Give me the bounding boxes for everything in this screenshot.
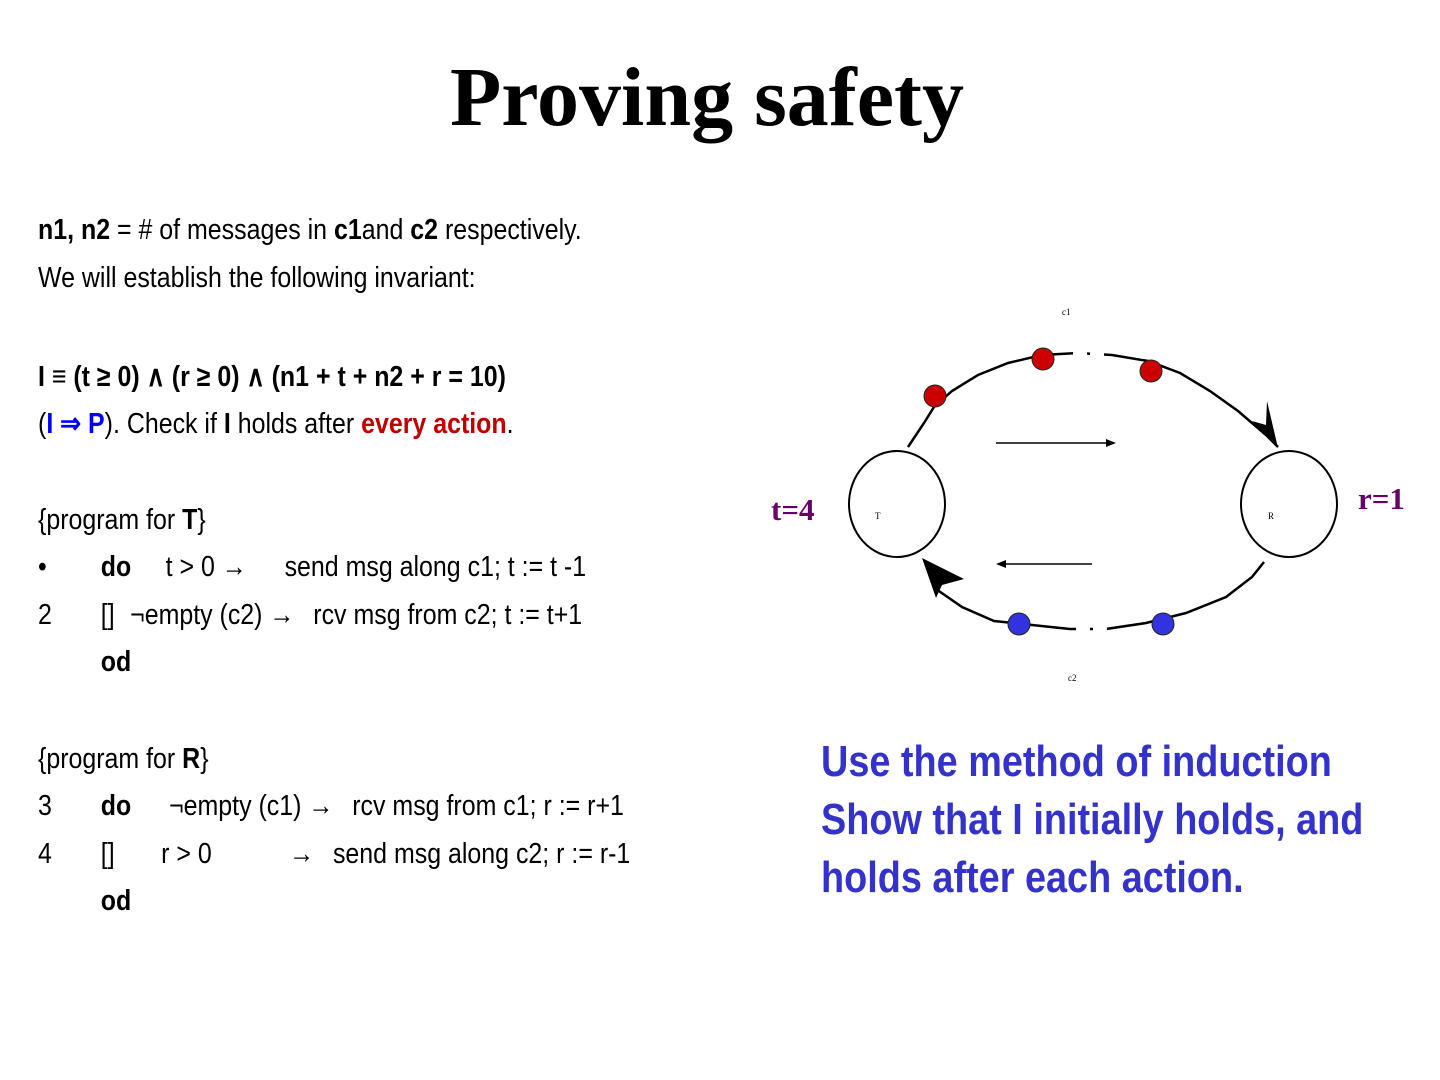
right-arrow-head: [1106, 439, 1116, 447]
message-c1: [1140, 360, 1162, 382]
note-line-3: holds after each action.: [821, 853, 1244, 902]
program-r-action-3: 3 do ¬empty (c1) → rcv msg from c1; r := r+1: [38, 790, 624, 822]
process-t-node: [849, 451, 945, 557]
channel-diagram: [760, 295, 1420, 695]
message-c2: [1008, 613, 1030, 635]
program-r-header: {program for R}: [38, 743, 209, 775]
message-c1: [1032, 348, 1054, 370]
t-node-label: T: [875, 511, 881, 521]
r-node-label: R: [1268, 511, 1275, 521]
r-value-label: r=1: [1358, 481, 1405, 516]
invariant-expression: I ≡ (t ≥ 0) ∧ (r ≥ 0) ∧ (n1 + t + n2 + r = 10): [38, 361, 506, 393]
induction-note: [821, 733, 1364, 907]
message-c1: [924, 385, 946, 407]
invariant-check-line: (I ⇒ P). Check if I holds after every action.: [38, 408, 514, 440]
implication: I ⇒ P: [46, 408, 105, 440]
note-line-1: Use the method of induction: [821, 737, 1332, 786]
c1-ref: c1: [333, 214, 362, 246]
channel-c1-path: [908, 353, 1278, 447]
n-vars: n1, n2: [38, 214, 111, 246]
c1-arrowhead: [1252, 401, 1278, 448]
intro-line-1: n1, n2 = # of messages in c1and c2 respectively.: [38, 214, 582, 246]
intro-line-2: We will establish the following invariant:: [38, 262, 476, 294]
every-action-highlight: every action: [361, 408, 507, 440]
slide-title: Proving safety: [449, 51, 965, 144]
program-t-action-1: • do t > 0 → send msg along c1; t := t -1: [38, 551, 587, 583]
program-t-action-2: 2 [] ¬empty (c2) → rcv msg from c2; t := t+1: [38, 599, 583, 631]
program-r-od: od: [100, 885, 132, 917]
t-value-label: t=4: [771, 492, 815, 527]
c2-arrowhead: [922, 558, 964, 598]
program-t-od: od: [100, 646, 132, 678]
c2-label: c2: [1068, 673, 1077, 683]
c2-ref: c2: [410, 214, 439, 246]
channel-c2-path: [936, 562, 1264, 629]
note-line-2: Show that I initially holds, and: [821, 795, 1364, 844]
message-c2: [1152, 613, 1174, 635]
process-r-node: [1241, 451, 1337, 557]
left-arrow-head: [996, 560, 1006, 568]
c1-label: c1: [1062, 307, 1071, 317]
program-t-header: {program for T}: [38, 504, 206, 536]
program-r-action-4: 4 [] r > 0 → send msg along c2; r := r-1: [38, 838, 631, 870]
